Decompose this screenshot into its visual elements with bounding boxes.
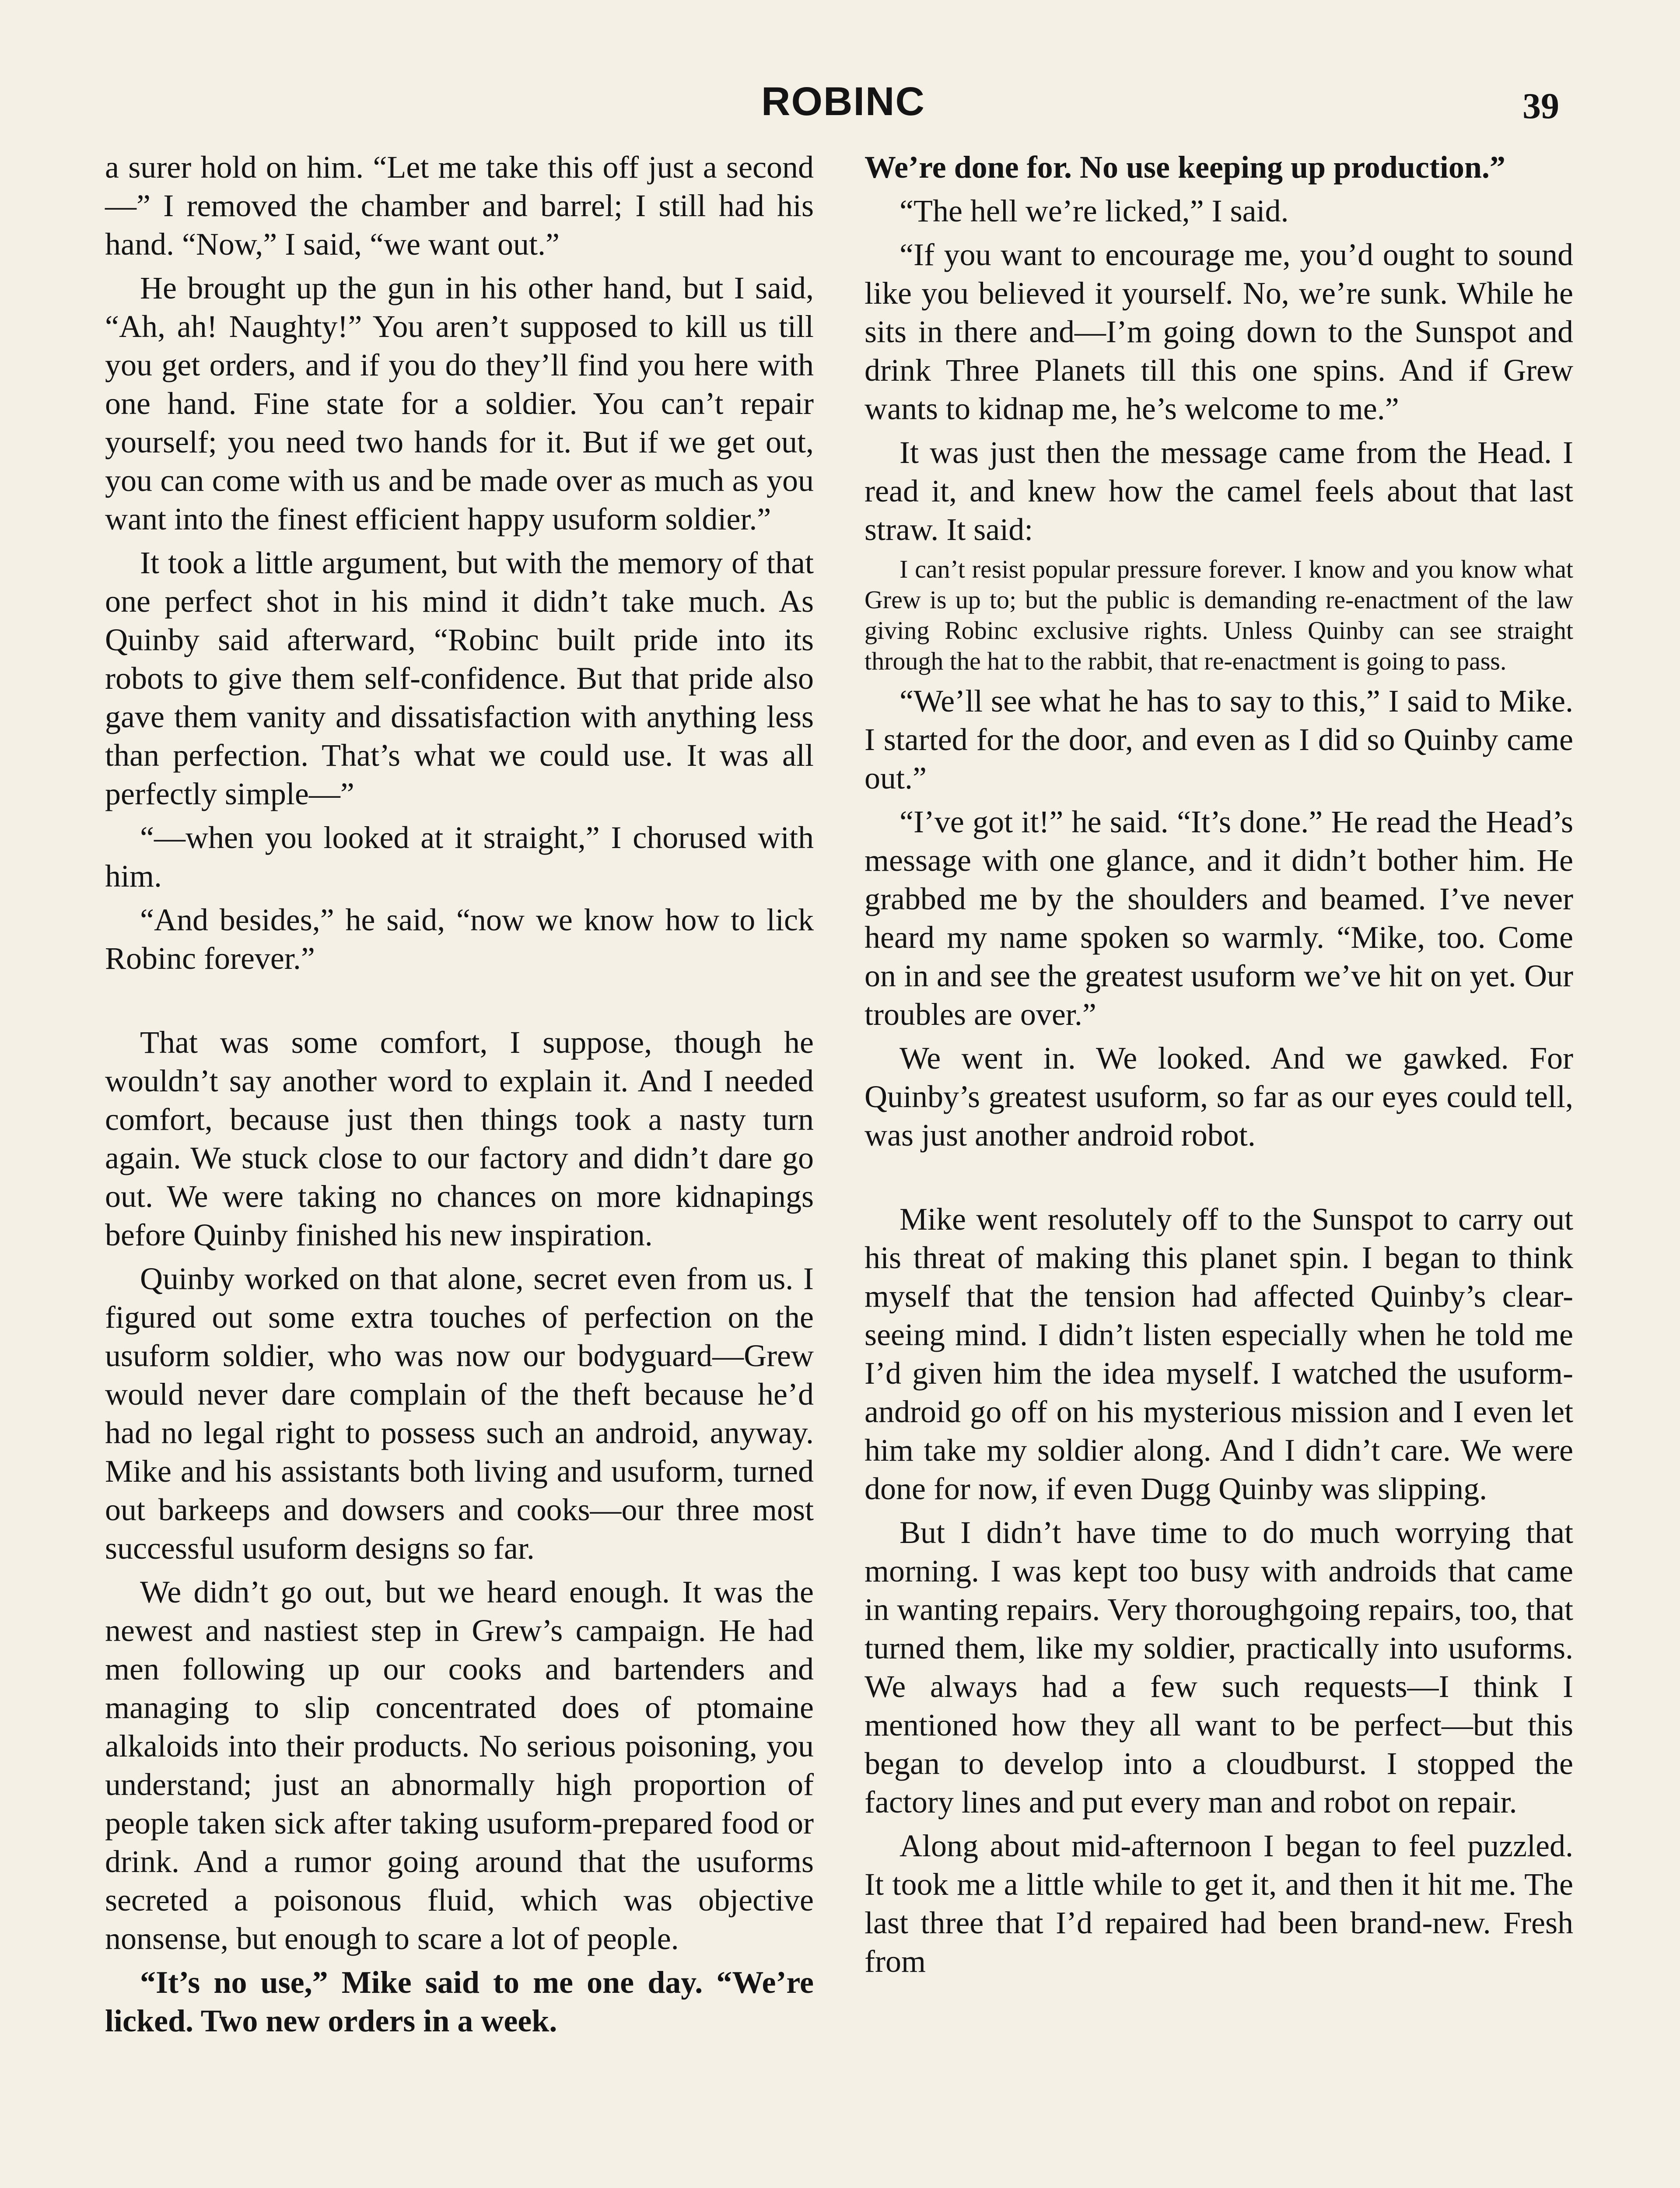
paragraph: Quinby worked on that alone, secret even from us. I figured out some extra touches of perfection on the usuform soldier, who was now our bodyguard—Grew would never dare complain of the theft because he’d had no legal right to possess such an android, anyway. Mike and his assistants both living and usuform, turned out barkeeps and dowsers and cooks—our three most successful usuform designs so far. (105, 1261, 814, 1566)
paragraph: We didn’t go out, but we heard enough. It was the newest and nastiest step in Grew’s campaign. He had men following up our cooks and bartenders and managing to slip concentrated does of ptomaine alkaloids into their products. No serious poisoning, you understand; just an abnormally high proportion of people taken sick after taking usuform-prepared food or drink. And a rumor going around that the usuforms secreted a poisonous fluid, which was objective nonsense, but enough to scare a lot of people. (105, 1574, 814, 1956)
running-header (0, 79, 1680, 140)
paragraph: Along about mid-afternoon I began to feel puzzled. It took me a little while to get it, and then it hit me. The last three that I’d repaired had been brand-new. Fresh from (864, 1828, 1573, 1979)
paragraph: We went in. We looked. And we gawked. For Quinby’s greatest usuform, so far as our eyes could tell, was just another android robot. (864, 1041, 1573, 1153)
paragraph: “And besides,” he said, “now we know how to lick Robinc forever.” (105, 902, 814, 976)
paragraph: It took a little argument, but with the memory of that one perfect shot in his mind it didn’t take much. As Quinby said afterward, “Robinc built pride into its robots to give them self-confidence. But that pride also gave them vanity and dissatisfaction with anything less than perfection. That’s what we could use. It was all perfectly simple—” (105, 545, 814, 811)
paragraph: He brought up the gun in his other hand, but I said, “Ah, ah! Naughty!” You aren’t supposed to kill us till you get orders, and if you do they’ll find you here with one hand. Fine state for a soldier. You can’t repair yourself; you need two hands for it. But if we get out, you can come with us and be made over as much as you want into the finest efficient happy usuform soldier.” (105, 270, 814, 536)
paragraph: a surer hold on him. “Let me take this off just a second—” I removed the chamber and barrel; I still had his hand. “Now,” I said, “we want out.” (105, 150, 814, 262)
paragraph: We’re done for. No use keeping up production.” (864, 150, 1505, 185)
right-column (864, 148, 1573, 1986)
paragraph: But I didn’t have time to do much worrying that morning. I was kept too busy with androids that came in wanting repairs. Very thoroughgoing repairs, too, that turned them, like my soldier, practically into usuforms. We always had a few such requests—I think I mentioned how they all want to be perfect—but this began to develop into a cloudburst. I stopped the factory lines and put every man and robot on repair. (864, 1515, 1573, 1820)
paragraph: Mike went resolutely off to the Sunspot to carry out his threat of making this planet spin. I began to think myself that the tension had affected Quinby’s clear-seeing mind. I didn’t listen especially when he told me I’d given him the idea myself. I watched the usuform-android go off on his mysterious mission and I even let him take my soldier along. And I didn’t care. We were done for now, if even Dugg Quinby was slipping. (864, 1202, 1573, 1506)
paragraph: “It’s no use,” Mike said to me one day. “We’re licked. Two new orders in a week. (105, 1965, 814, 2038)
left-column (105, 148, 814, 2045)
paragraph: That was some comfort, I suppose, though he wouldn’t say another word to explain it. And I needed comfort, because just then things took a nasty turn again. We stuck close to our factory and didn’t dare go out. We were taking no chances on more kidnapings before Quinby finished his new inspiration. (105, 1025, 814, 1252)
paragraph: “If you want to encourage me, you’d ought to sound like you believed it yourself. No, we’re sunk. While he sits in there and—I’m going down to the Sunspot and drink Three Planets till this one spins. And if Grew wants to kidnap me, he’s welcome to me.” (864, 237, 1573, 426)
paragraph: “The hell we’re licked,” I said. (900, 193, 1289, 228)
paragraph: It was just then the message came from the Head. I read it, and knew how the camel feels about that last straw. It said: (864, 435, 1573, 547)
paragraph: “We’ll see what he has to say to this,” I said to Mike. I started for the door, and even as I did so Quinby came out.” (864, 684, 1573, 796)
running-title: ROBINC (761, 79, 925, 124)
paragraph: “—when you looked at it straight,” I chorused with him. (105, 820, 814, 894)
quoted-message: I can’t resist popular pressure forever. I know and you know what Grew is up to; but the public is demanding re-enactment of the law giving Robinc exclusive rights. Unless Quinby can see straight through the hat to the rabbit, that re-enactment is going to pass. (864, 555, 1573, 675)
paragraph: “I’ve got it!” he said. “It’s done.” He read the Head’s message with one glance, and it didn’t bother him. He grabbed me by the shoulders and beamed. I’ve never heard my name spoken so warmly. “Mike, too. Come on in and see the greatest usuform we’ve hit on yet. Our troubles are over.” (864, 804, 1573, 1032)
page-number: 39 (1522, 86, 1559, 126)
